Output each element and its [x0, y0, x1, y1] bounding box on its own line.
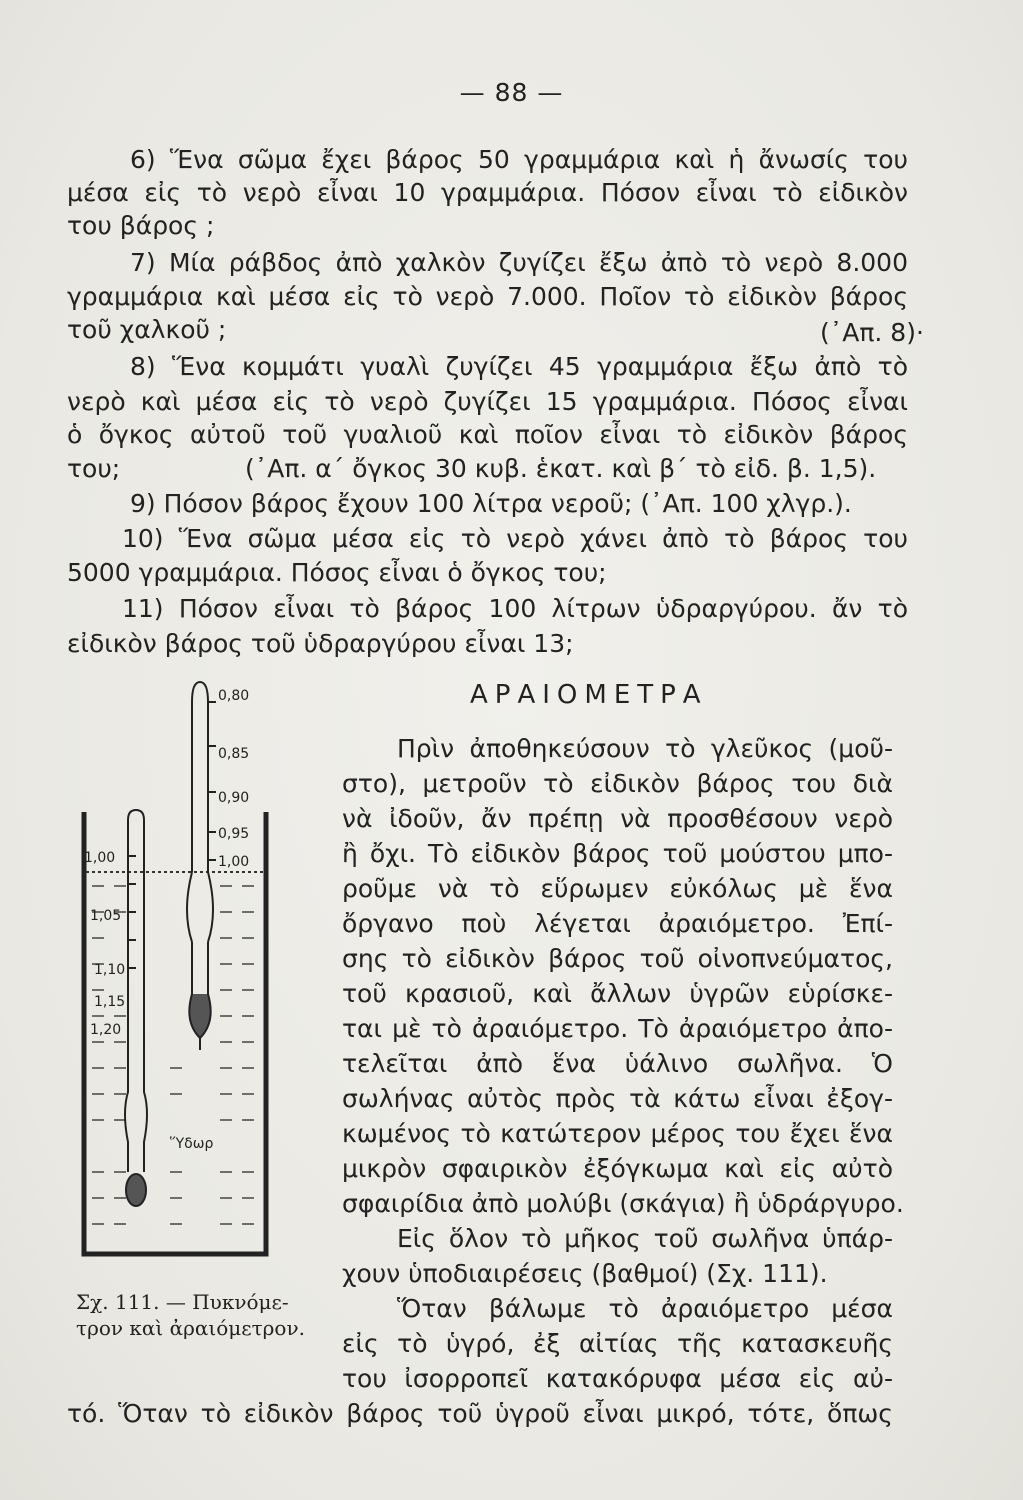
figure-caption-line-2: τρον καὶ ἀραιόμετρον.: [76, 1316, 305, 1340]
section-heading: ΑΡΑΙΟΜΕΤΡΑ: [470, 680, 708, 710]
liquid-dashes: [92, 886, 254, 1224]
scale-left-2: 1,05: [90, 908, 122, 924]
problem-7-answer: (᾿Απ. 8)·: [820, 318, 924, 347]
body-line-6: ὄργανο ποὺ λέγεται ἀραιόμετρο. Ἐπί-: [342, 909, 893, 938]
problem-8-line-2: νερὸ καὶ μέσα εἰς τὸ νερὸ ζυγίζει 15 γραμμάρια. Πόσος εἶναι: [67, 387, 908, 416]
problem-8-line-1: 8) Ἕνα κομμάτι γυαλὶ ζυγίζει 45 γραμμάρια ἔξω ἀπὸ τὸ: [130, 352, 908, 381]
body-line-1: Πρὶν ἀποθηκεύσουν τὸ γλεῦκος (μοῦ-: [397, 734, 893, 763]
hydrometer-figure: [70, 672, 290, 1274]
scale-left-4: 1,15: [94, 994, 126, 1010]
problem-8-line-3: ὁ ὄγκος αὐτοῦ τοῦ γυαλιοῦ καὶ ποῖον εἶναι τὸ εἰδικὸν βάρος: [67, 420, 908, 449]
problem-10-line-1: 10) Ἕνα σῶμα μέσα εἰς τὸ νερὸ χάνει ἀπὸ τὸ βάρος του: [122, 524, 908, 553]
problem-6-line-3: του βάρος ;: [67, 211, 215, 240]
problem-6-line-1: 6) Ἕνα σῶμα ἔχει βάρος 50 γραμμάρια καὶ ἡ ἄνωσίς του: [130, 145, 908, 174]
scale-left-5: 1,20: [90, 1022, 122, 1038]
water-label: Ὕδωρ: [170, 1136, 214, 1152]
problem-7-line-1: 7) Μία ράβδος ἀπὸ χαλκὸν ζυγίζει ἔξω ἀπὸ τὸ νερὸ 8.000: [130, 248, 908, 277]
problem-11-line-1: 11) Πόσον εἶναι τὸ βάρος 100 λίτρων ὑδραργύρου. ἄν τὸ: [122, 594, 908, 623]
body-line-9: ται μὲ τὸ ἀραιόμετρο. Τὸ ἀραιόμετρο ἀπο-: [342, 1014, 893, 1043]
problem-11-line-2: εἰδικὸν βάρος τοῦ ὑδραργύρου εἶναι 13;: [67, 629, 574, 658]
scale-right-2: 0,85: [218, 746, 250, 762]
body-line-4: ἢ ὄχι. Τὸ εἰδικὸν βάρος τοῦ μούστου μπο-: [342, 839, 893, 868]
body-line-17: Ὅταν βάλωμε τὸ ἀραιόμετρο μέσα: [397, 1294, 893, 1323]
problem-7-line-3: τοῦ χαλκοῦ ;: [67, 315, 227, 344]
body-line-5: ροῦμε νὰ τὸ εὕρωμεν εὐκόλως μὲ ἕνα: [342, 874, 893, 903]
problem-6-line-2: μέσα εἰς τὸ νερὸ εἶναι 10 γραμμάρια. Πόσον εἶναι τὸ εἰδικὸν: [67, 178, 908, 207]
pycnometer: [125, 810, 147, 1206]
body-line-20: τό. Ὅταν τὸ εἰδικὸν βάρος τοῦ ὑγροῦ εἶναι μικρό, τότε, ὅπως: [67, 1399, 893, 1428]
body-line-16: χουν ὑποδιαιρέσεις (βαθμοί) (Σχ. 111).: [342, 1259, 828, 1288]
body-line-10: τελεῖται ἀπὸ ἕνα ὑάλινο σωλῆνα. Ὁ: [342, 1049, 893, 1078]
problem-10-line-2: 5000 γραμμάρια. Πόσος εἶναι ὁ ὄγκος του;: [67, 558, 607, 587]
scale-right-5: 1,00: [218, 854, 250, 870]
scale-right-1: 0,80: [218, 688, 250, 704]
scale-left-3: 1,10: [94, 962, 126, 978]
page-number: — 88 —: [459, 78, 564, 107]
scale-right-4: 0,95: [218, 826, 250, 842]
body-line-13: μικρὸν σφαιρικὸν ἐξόγκωμα καὶ εἰς αὐτὸ: [342, 1154, 893, 1183]
problem-8-line-4: του;: [67, 454, 121, 483]
scale-right-3: 0,90: [218, 790, 250, 806]
problem-8-answer: (᾿Απ. α΄ ὄγκος 30 κυβ. ἑκατ. καὶ β΄ τὸ εἰδ. β. 1,5).: [245, 454, 877, 483]
body-line-19: του ἰσορροπεῖ κατακόρυφα μέσα εἰς αὐ-: [342, 1364, 893, 1393]
body-line-15: Εἰς ὅλον τὸ μῆκος τοῦ σωλῆνα ὑπάρ-: [397, 1224, 893, 1253]
body-line-14: σφαιρίδια ἀπὸ μολύβι (σκάγια) ἢ ὑδράργυρο.: [342, 1189, 904, 1218]
problem-9: 9) Πόσον βάρος ἔχουν 100 λίτρα νεροῦ; (᾿Απ. 100 χλγρ.).: [130, 489, 852, 518]
scale-left-1: 1,00: [84, 850, 116, 866]
body-line-2: στο), μετροῦν τὸ εἰδικὸν βάρος του διὰ: [342, 769, 893, 798]
figure-caption-line-1: Σχ. 111. — Πυκνόμε-: [76, 1290, 289, 1314]
body-line-11: σωλήνας αὐτὸς πρὸς τὰ κάτω εἶναι ἐξογ-: [342, 1084, 893, 1113]
body-line-18: εἰς τὸ ὑγρό, ἐξ αἰτίας τῆς κατασκευῆς: [342, 1329, 893, 1358]
problem-7-line-2: γραμμάρια καὶ μέσα εἰς τὸ νερὸ 7.000. Ποῖον τὸ εἰδικὸν βάρος: [67, 282, 908, 311]
body-line-12: κωμένος τὸ κατώτερον μέρος του ἔχει ἕνα: [342, 1119, 893, 1148]
body-line-8: τοῦ κρασιοῦ, καὶ ἄλλων ὑγρῶν εὑρίσκε-: [342, 979, 893, 1008]
body-line-7: σης τὸ εἰδικὸν βάρος τοῦ οἰνοπνεύματος,: [342, 944, 893, 973]
body-line-3: νὰ ἰδοῦν, ἄν πρέπῃ νὰ προσθέσουν νερὸ: [342, 804, 893, 833]
hydrometer: [187, 682, 216, 1050]
